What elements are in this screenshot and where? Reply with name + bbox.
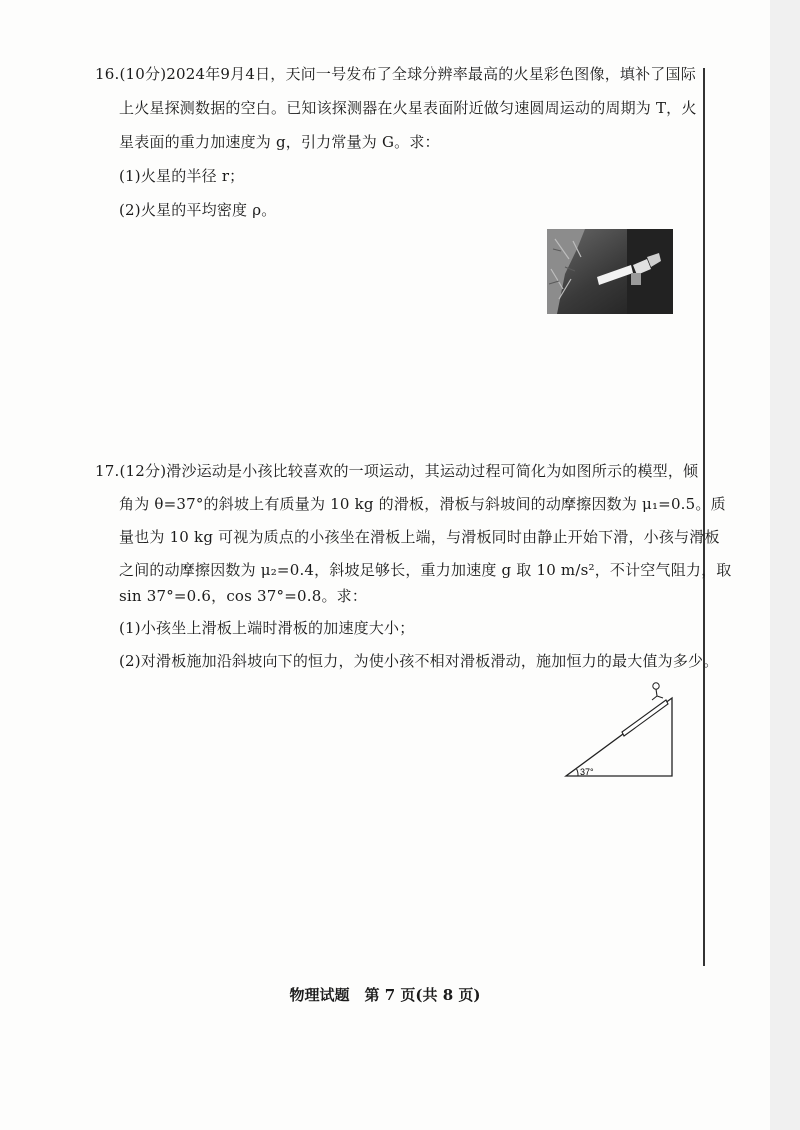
mars-probe-image <box>547 229 673 314</box>
q16-part-1: (1)火星的半径 r； <box>119 167 245 185</box>
q16-line-2: 上火星探测数据的空白。已知该探测器在火星表面附近做匀速圆周运动的周期为 T，火 <box>119 99 697 117</box>
angle-label: 37° <box>580 767 594 777</box>
q17-part-2: (2)对滑板施加沿斜坡向下的恒力，为使小孩不相对滑板滑动，施加恒力的最大值为多少。 <box>119 652 719 670</box>
mars-probe-photo <box>547 229 673 314</box>
q17-line-3: 量也为 10 kg 可视为质点的小孩坐在滑板上端，与滑板同时由静止开始下滑，小孩与滑板 <box>119 528 720 546</box>
q16-line-1: 16.(10分)2024年9月4日，天问一号发布了全球分辨率最高的火星彩色图像，填补了国际 <box>95 65 696 83</box>
q17-part-1: (1)小孩坐上滑板上端时滑板的加速度大小； <box>119 619 415 637</box>
q17-line-1: 17.(12分)滑沙运动是小孩比较喜欢的一项运动，其运动过程可简化为如图所示的模型，倾 <box>95 462 699 480</box>
child-body <box>652 689 663 700</box>
q17-line-5: sin 37°=0.6，cos 37°=0.8。求： <box>119 587 368 605</box>
scan-edge <box>770 0 800 1130</box>
q16-part-2: (2)火星的平均密度 ρ。 <box>119 201 277 219</box>
q16-line-3: 星表面的重力加速度为 g，引力常量为 G。求： <box>119 133 440 151</box>
angle-arc <box>577 769 578 776</box>
page-footer: 物理试题 第 7 页(共 8 页) <box>289 986 481 1004</box>
q17-line-4: 之间的动摩擦因数为 μ₂=0.4，斜坡足够长，重力加速度 g 取 10 m/s²，不计空气阻力，取 <box>119 561 732 579</box>
margin-rule <box>703 68 705 966</box>
q17-line-2: 角为 θ=37°的斜坡上有质量为 10 kg 的滑板，滑板与斜坡间的动摩擦因数为 μ₁=0.5。质 <box>119 495 726 513</box>
sled-board <box>622 700 668 736</box>
incline-figure <box>560 676 680 786</box>
slope-diagram <box>560 676 680 786</box>
child-head <box>653 683 659 689</box>
